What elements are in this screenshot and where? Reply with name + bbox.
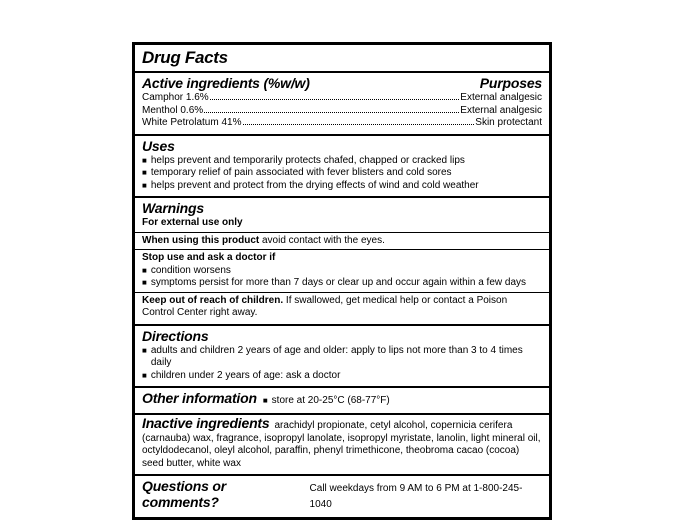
ingredient-row <box>142 117 542 130</box>
warnings-section <box>135 196 549 324</box>
list-item <box>142 180 542 193</box>
inactive-ingredients-heading: Inactive ingredients <box>142 415 270 431</box>
bullet-square-icon: ■ <box>142 278 147 287</box>
ingredient-name: Menthol 0.6% <box>142 104 204 116</box>
questions-row <box>142 478 542 513</box>
inactive-ingredients-paragraph <box>142 417 542 470</box>
use-text: helps prevent and protect from the drying effects of wind and cold weather <box>150 179 479 191</box>
ingredient-name: White Petrolatum 41% <box>142 117 242 128</box>
dot-leader <box>210 99 460 100</box>
bullet-square-icon: ■ <box>142 265 147 275</box>
active-ingredients-section <box>135 71 549 134</box>
list-item <box>142 265 542 278</box>
dot-leader <box>243 124 475 125</box>
ingredient-purpose: Skin protectant <box>475 117 542 128</box>
bullet-square-icon: ■ <box>142 370 147 380</box>
inactive-ingredients-text: arachidyl propionate, cetyl alcohol, copernicia cerifera (carnauba) wax, fragrance, isopropyl lanolate, isopropyl myristate, lanolin, light mineral oil, octyldodecanol, oleyl alcohol, paraffin, phenyl trimethicone, theobroma cacao (cocoa) seed butter, white wax <box>142 420 541 469</box>
inactive-ingredients-section <box>135 413 549 474</box>
ingredient-purpose: External analgesic <box>460 104 542 116</box>
list-item <box>142 167 542 180</box>
list-item <box>142 345 542 370</box>
other-information-heading: Other information <box>142 390 257 406</box>
list-item <box>142 370 542 383</box>
bullet-square-icon: ■ <box>142 155 147 165</box>
directions-section <box>135 324 549 387</box>
stop-use-heading: Stop use and ask a doctor if <box>142 252 276 263</box>
use-text: helps prevent and temporarily protects chafed, chapped or cracked lips <box>150 154 465 166</box>
when-using-statement <box>142 235 542 248</box>
direction-text: adults and children 2 years of age and older: apply to lips not more than 3 to 4 times daily <box>150 344 523 368</box>
stop-use-text: symptoms persist for more than 7 days or clear up and occur again within a few days <box>150 277 527 288</box>
dot-leader <box>204 112 459 113</box>
uses-heading: Uses <box>142 137 175 154</box>
divider <box>135 292 549 293</box>
bullet-square-icon: ■ <box>142 168 147 177</box>
divider <box>135 232 549 233</box>
page-title: Drug Facts <box>142 48 228 67</box>
title-section <box>135 45 549 71</box>
purposes-heading: Purposes <box>479 75 542 91</box>
active-ingredients-heading: Active ingredients (%w/w) <box>142 75 310 91</box>
bullet-square-icon: ■ <box>142 345 147 355</box>
when-using-bold: When using this product <box>142 234 260 246</box>
direction-text: children under 2 years of age: ask a doctor <box>150 369 341 381</box>
ingredient-name: Camphor 1.6% <box>142 92 209 103</box>
directions-heading: Directions <box>142 327 209 344</box>
questions-heading: Questions or comments? <box>142 478 226 510</box>
divider <box>135 249 549 250</box>
bullet-square-icon: ■ <box>262 396 268 405</box>
list-item <box>142 277 542 290</box>
active-ingredients-header-row <box>142 75 542 92</box>
keep-out-statement <box>142 295 542 320</box>
ingredient-purpose: External analgesic <box>460 92 542 103</box>
keep-out-rest: If swallowed, get medical help or contact a Poison Control Center right away. <box>142 294 508 318</box>
other-information-section <box>135 386 549 413</box>
questions-section <box>135 474 549 517</box>
drug-facts-label <box>132 42 552 520</box>
bullet-square-icon: ■ <box>142 180 147 190</box>
ingredient-row <box>142 92 542 105</box>
ingredient-row <box>142 105 542 118</box>
other-information-row <box>142 390 542 409</box>
list-item <box>142 155 542 168</box>
storage-text: store at 20-25°C (68-77°F) <box>271 395 390 406</box>
external-use-statement: For external use only <box>142 217 243 228</box>
keep-out-bold: Keep out of reach of children. <box>142 294 284 306</box>
use-text: temporary relief of pain associated with fever blisters and cold sores <box>150 167 452 178</box>
uses-section <box>135 134 549 197</box>
questions-text: Call weekdays from 9 AM to 6 PM at 1-800-245-1040 <box>309 483 523 510</box>
stop-use-text: condition worsens <box>150 264 231 276</box>
warnings-heading: Warnings <box>142 200 204 216</box>
when-using-rest: avoid contact with the eyes. <box>259 234 385 246</box>
